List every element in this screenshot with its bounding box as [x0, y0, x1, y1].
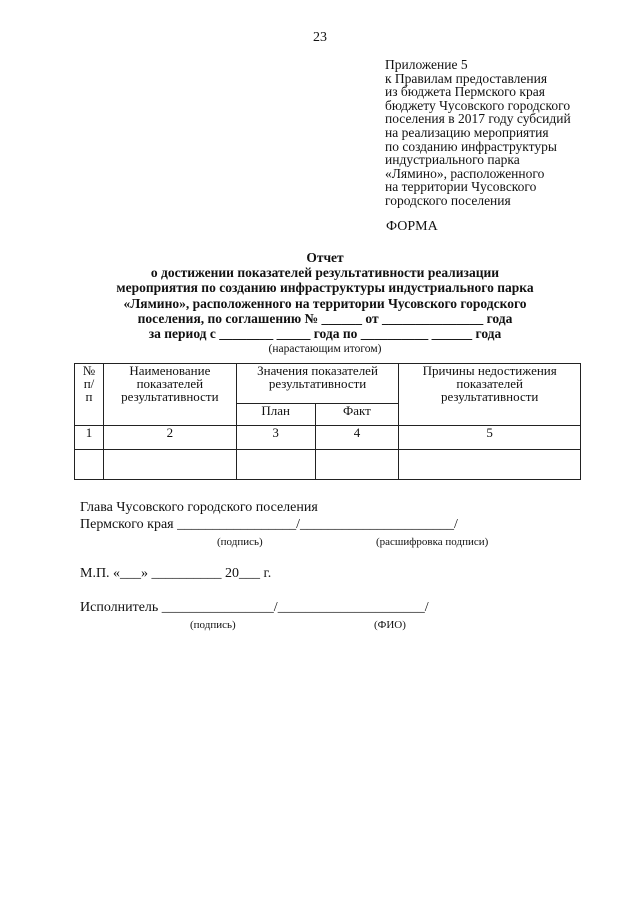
report-heading: [60, 250, 590, 358]
appendix-line: поселения в 2017 году субсидий: [385, 111, 571, 127]
header-plan: План: [236, 404, 315, 426]
appendix-line: на реализацию мероприятия: [385, 124, 549, 140]
table-cell[interactable]: [75, 450, 104, 480]
table-cell[interactable]: [103, 450, 236, 480]
table-cell: 3: [236, 426, 315, 450]
appendix-line: Приложение 5: [385, 57, 468, 72]
table-cell: 5: [399, 426, 581, 450]
report-line: «Лямино», расположенного на территории Чусовского городского: [123, 295, 527, 311]
report-line: мероприятия по созданию инфраструктуры индустриального парка: [116, 280, 534, 296]
appendix-line: к Правилам предоставления: [385, 70, 548, 86]
header-name: Наименование показателей результативности: [103, 364, 236, 426]
header-reasons: Причины недостижения показателей результативности: [399, 364, 581, 426]
table-row: [75, 426, 581, 450]
appendix-line: индустриального парка: [385, 152, 520, 168]
table-cell: 1: [75, 426, 104, 450]
page-number: 23: [313, 30, 327, 45]
report-note: (нарастающим итогом): [268, 343, 382, 356]
appendix-line: городского поселения: [385, 192, 511, 208]
report-title: Отчет: [306, 250, 344, 265]
head-title: Глава Чусовского городского поселения: [80, 500, 318, 515]
table-cell: 2: [103, 426, 236, 450]
appendix-line: «Лямино», расположенного: [385, 165, 545, 181]
report-line: поселения, по соглашению № ______ от _______________ года: [137, 310, 513, 326]
appendix-line: на территории Чусовского: [385, 179, 537, 195]
header-fact: Факт: [315, 404, 399, 426]
appendix-line: по созданию инфраструктуры: [385, 138, 557, 154]
stamp-date-line: М.П. «___» __________ 20___ г.: [80, 566, 272, 581]
table-cell[interactable]: [236, 450, 315, 480]
executor-line: Исполнитель ________________/_____________________/: [80, 600, 429, 615]
head-signature-line: Пермского края _________________/______________________/: [80, 517, 458, 532]
signature-decode-caption: (расшифровка подписи): [376, 536, 489, 548]
header-values: Значения показателей результативности: [236, 364, 399, 404]
table-cell[interactable]: [315, 450, 399, 480]
report-line: за период с ________ _____ года по __________ ______ года: [148, 326, 502, 342]
table-row: [75, 450, 581, 480]
table-header-row: [75, 364, 581, 404]
table-cell: 4: [315, 426, 399, 450]
table-cell[interactable]: [399, 450, 581, 480]
form-label: ФОРМА: [386, 219, 438, 234]
signature-caption: (подпись): [217, 536, 263, 548]
header-number: № п/п: [75, 364, 104, 426]
appendix-line: из бюджета Пермского края: [385, 84, 545, 100]
appendix-line: бюджету Чусовского городского: [385, 97, 571, 113]
report-line: о достижении показателей результативности реализации: [150, 265, 500, 281]
indicators-table: [74, 363, 581, 480]
executor-name-caption: (ФИО): [374, 619, 406, 631]
executor-signature-caption: (подпись): [190, 619, 236, 631]
appendix-block: [385, 58, 571, 208]
